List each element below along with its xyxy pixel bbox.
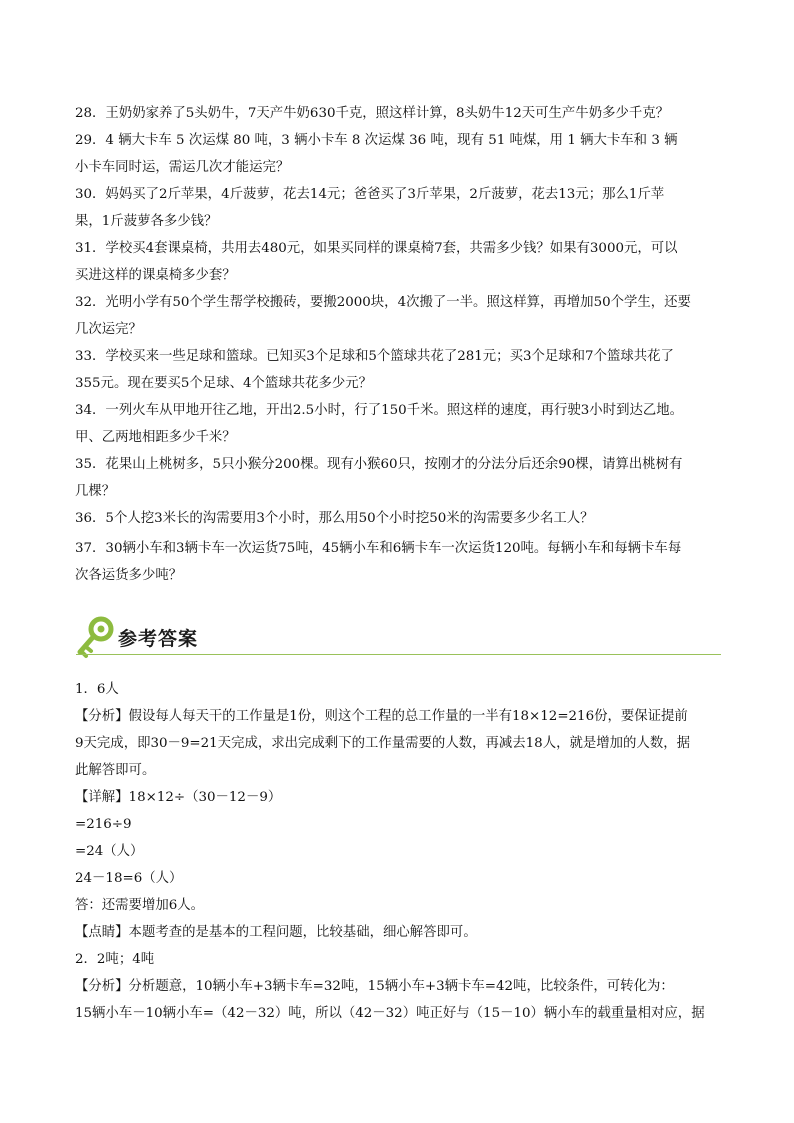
question-line: 甲、乙两地相距多少千米？	[75, 430, 236, 445]
answer-line: 此解答即可。	[75, 763, 156, 778]
question-line: 几棵？	[75, 484, 116, 499]
question-line: 几次运完？	[75, 322, 142, 337]
answer-line: 24－18=6（人）	[75, 871, 183, 886]
answer-line: 9天完成，即30－9=21天完成，求出完成剩下的工作量需要的人数，再减去18人，就是增加的人数，据	[75, 736, 690, 751]
question-line: 次各运货多少吨？	[75, 568, 183, 583]
question-line: 37．30辆小车和3辆卡车一次运货75吨，45辆小车和6辆卡车一次运货120吨。每辆小车和每辆卡车每	[75, 541, 682, 556]
answer-line: 1．6人	[75, 682, 119, 697]
answer-line: =24（人）	[75, 844, 144, 859]
question-line: 小卡车同时运，需运几次才能运完？	[75, 160, 290, 175]
question-line: 35．花果山上桃树多，5只小猴分200棵。现有小猴60只，按刚才的分法分后还余90棵，请算出桃树有	[75, 457, 683, 472]
section-header	[72, 614, 722, 664]
question-line: 33．学校买来一些足球和篮球。已知买3个足球和5个篮球共花了281元；买3个足球和7个篮球共花了	[75, 349, 674, 364]
question-line: 28．王奶奶家养了5头奶牛，7天产牛奶630千克，照这样计算，8头奶牛12天可生产牛奶多少千克？	[75, 106, 670, 121]
question-line: 果，1斤菠萝各多少钱？	[75, 214, 218, 229]
answer-line: 【点睛】本题考查的是基本的工程问题，比较基础，细心解答即可。	[75, 925, 477, 940]
answer-line: 答：还需要增加6人。	[75, 898, 205, 913]
question-line: 29．4 辆大卡车 5 次运煤 80 吨，3 辆小卡车 8 次运煤 36 吨，现有 51 吨煤，用 1 辆大卡车和 3 辆	[75, 133, 678, 148]
answer-line: 【分析】分析题意，10辆小车+3辆卡车=32吨，15辆小车+3辆卡车=42吨，比较条件，可转化为：	[75, 979, 674, 994]
question-line: 30．妈妈买了2斤苹果，4斤菠萝，花去14元；爸爸买了3斤苹果，2斤菠萝，花去13元；那么1斤苹	[75, 187, 665, 202]
answer-line: 【详解】18×12÷（30－12－9）	[75, 790, 282, 805]
question-line: 36．5个人挖3米长的沟需要用3个小时，那么用50个小时挖50米的沟需要多少名工人？	[75, 511, 594, 526]
question-line: 32．光明小学有50个学生帮学校搬砖，要搬2000块，4次搬了一半。照这样算，再增加50个学生，还要	[75, 295, 691, 310]
section-title: 参考答案	[118, 628, 199, 650]
section-divider	[76, 654, 721, 655]
question-line: 买进这样的课桌椅多少套？	[75, 268, 236, 283]
question-line: 355元。现在要买5个足球、4个篮球共花多少元？	[75, 376, 373, 391]
answer-line: 2．2吨；4吨	[75, 952, 155, 967]
answer-line: =216÷9	[75, 817, 132, 832]
question-line: 34．一列火车从甲地开往乙地，开出2.5小时，行了150千米。照这样的速度，再行驶3小时到达乙地。	[75, 403, 684, 418]
answer-line: 【分析】假设每人每天干的工作量是1份，则这个工程的总工作量的一半有18×12=216份，要保证提前	[75, 709, 688, 724]
answer-line: 15辆小车－10辆小车=（42－32）吨，所以（42－32）吨正好与（15－10）辆小车的载重量相对应，据	[75, 1006, 705, 1021]
question-line: 31．学校买4套课桌椅，共用去480元，如果买同样的课桌椅7套，共需多少钱？如果有3000元，可以	[75, 241, 678, 256]
